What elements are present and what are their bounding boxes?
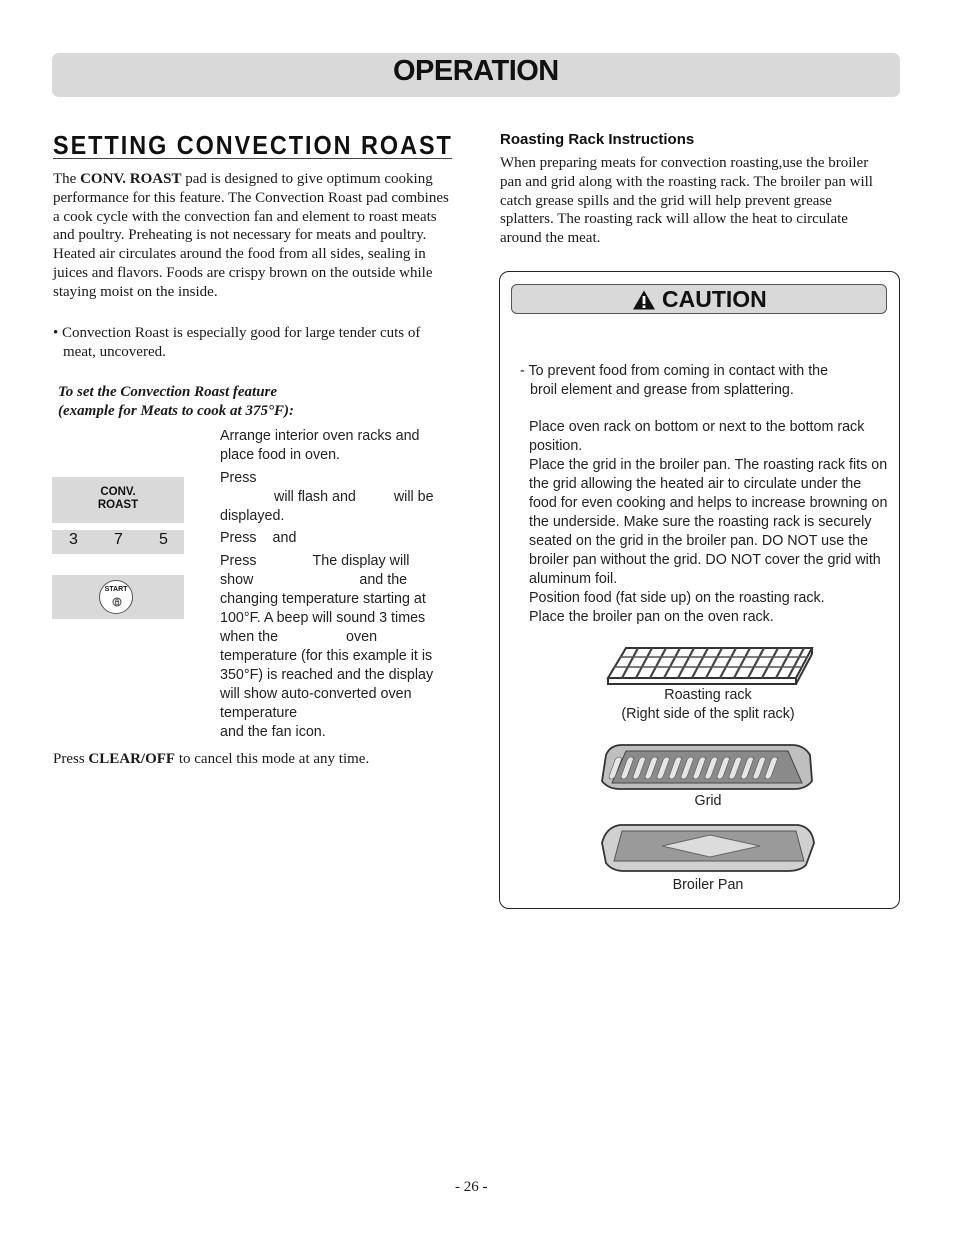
step-4-text-b: The display will: [312, 553, 410, 569]
grid-illustration: [598, 741, 816, 791]
step-4-line-5: temperature (for this example it is 350°F) is reached and the display will show auto-converted oven temperature: [220, 648, 434, 721]
caution-item: [520, 362, 890, 400]
step-4-text-a: Press: [220, 553, 257, 569]
section-title: SETTING CONVECTION ROAST: [53, 130, 453, 160]
cancel-note-pre: Press: [53, 751, 89, 767]
roasting-rack-illustration: [600, 640, 816, 690]
step-4-text-c: show: [220, 572, 254, 588]
grid-caption: Grid: [694, 793, 722, 809]
conv-roast-pad-line-1: CONV.: [100, 486, 136, 498]
caution-steps: [529, 418, 889, 627]
bullet-line-2: meat, uncovered.: [63, 343, 166, 360]
caution-step: Place the broiler pan on the oven rack.: [529, 609, 774, 625]
digit-pad-7: 7: [114, 531, 123, 548]
intro-text-pre: The: [53, 171, 81, 187]
conv-roast-term: CONV. ROAST: [80, 171, 182, 187]
page-number: - 26 -: [455, 1179, 488, 1195]
step-1: Arrange interior oven racks and place food in oven.: [220, 428, 420, 463]
page-title: OPERATION: [393, 55, 559, 87]
caution-step: Position food (fat side up) on the roasting rack.: [529, 590, 825, 606]
clear-off-term: CLEAR/OFF: [88, 751, 176, 767]
intro-text-post: pad is designed to give optimum cooking performance for this feature. The Convection Roast pad combines a cook cycle with the convection fan and element to roast meats and poultry. Preheating is not necessary for meats and poultry. Heated air circulates around the food from all sides, sealing in juices and flavors. Foods are crispy brown on the outside while staying moist on the inside.: [53, 171, 449, 300]
lock-icon: [112, 597, 122, 607]
instructions-heading: [58, 383, 294, 421]
step-2-line-1: Press: [220, 470, 257, 486]
cancel-note: [53, 750, 369, 769]
step-2-text-b: will be: [393, 489, 434, 505]
caution-item-line-1: - To prevent food from coming in contact with the: [520, 363, 829, 379]
step-4-text-f: when the: [220, 629, 279, 645]
step-4: [220, 552, 450, 742]
step-3-text-a: Press: [220, 530, 257, 546]
step-4-line-6: and the fan icon.: [220, 724, 326, 740]
caution-step: Place the grid in the broiler pan. The roasting rack fits on the grid allowing the heated air to circulate under the food for even cooking and helps to increase browning on the underside. Make sure the roasting rack is securely seated on the grid in the broiler pan. DO NOT use the broiler pan without the grid. DO NOT cover the grid with aluminum foil.: [529, 457, 888, 587]
instructions-heading-line-1: To set the Convection Roast feature: [58, 384, 278, 400]
digit-pad-5: 5: [159, 531, 168, 548]
caution-item-line-2: broil element and grease from splattering.: [530, 382, 794, 398]
bullet-item: [53, 324, 458, 362]
step-2: [220, 469, 450, 526]
intro-paragraph: [53, 170, 458, 302]
start-button-label: START: [104, 586, 128, 593]
step-3-text-b: and: [272, 530, 297, 546]
step-2-line-2: [220, 488, 450, 507]
step-4-line-1: [220, 552, 450, 571]
step-4-line-3: changing temperature starting at 100°F. A beep will sound 3 times: [220, 591, 426, 626]
cancel-note-post: to cancel this mode at any time.: [175, 751, 370, 767]
roasting-rack-caption-line-1: Roasting rack: [664, 687, 752, 703]
step-3: [220, 529, 450, 548]
step-4-text-g: oven: [346, 629, 378, 645]
roasting-rack-caption: [540, 686, 876, 724]
instructions-heading-line-2: (example for Meats to cook at 375°F):: [58, 403, 294, 419]
roasting-rack-text: When preparing meats for convection roasting,use the broiler pan and grid along with the roasting rack. The broiler pan will catch grease spills and the grid will help prevent grease splatters. The roasting rack will allow the heat to circulate around the meat.: [500, 155, 873, 247]
step-2-line-3: displayed.: [220, 508, 285, 524]
step-4-text-d: and the: [359, 572, 408, 588]
digit-pad-3: 3: [69, 531, 78, 548]
caution-title: CAUTION: [662, 286, 767, 312]
step-4-line-2: [220, 571, 450, 590]
warning-icon: [632, 289, 656, 311]
conv-roast-pad-line-2: ROAST: [97, 499, 139, 511]
caution-step: Place oven rack on bottom or next to the bottom rack position.: [529, 419, 865, 454]
step-4-line-4: [220, 628, 450, 647]
bullet-line-1: • Convection Roast is especially good for large tender cuts of: [53, 325, 421, 341]
broiler-pan-caption: Broiler Pan: [672, 877, 744, 893]
conv-roast-pad-label: [52, 486, 184, 512]
section-divider: [53, 158, 452, 159]
step-2-text-a: will flash and: [274, 489, 356, 505]
broiler-pan-illustration: [600, 821, 818, 873]
roasting-rack-caption-line-2: (Right side of the split rack): [621, 706, 795, 722]
roasting-rack-heading: Roasting Rack Instructions: [500, 131, 695, 148]
